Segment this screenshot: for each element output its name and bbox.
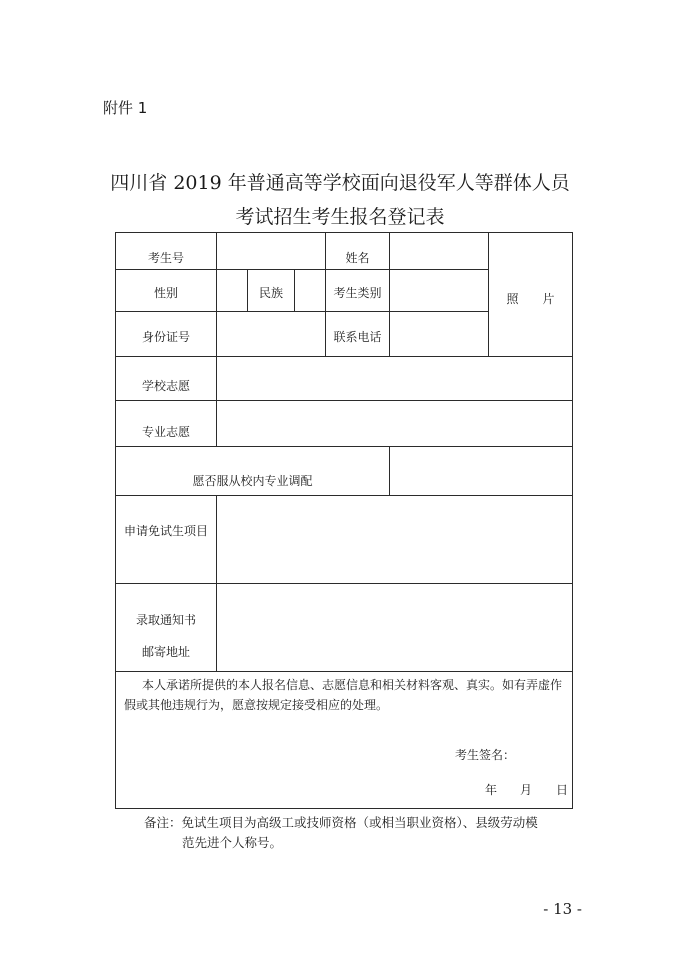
photo-area: 照 片: [506, 292, 555, 306]
declaration-line1: 本人承诺所提供的本人报名信息、志愿信息和相关材料客观、真实。如有弄虚作: [142, 678, 563, 692]
label-id-number: 身份证号: [141, 330, 190, 344]
label-accept-adjustment: 愿否服从校内专业调配: [192, 474, 313, 488]
name-field[interactable]: [390, 233, 488, 269]
label-major-preference: 专业志愿: [141, 425, 190, 439]
exam-number-field[interactable]: [217, 233, 325, 269]
note-line2: 范先进个人称号。: [182, 835, 283, 850]
form-title-line2: 考试招生考生报名登记表: [235, 206, 445, 228]
label-ethnicity: 民族: [258, 286, 283, 300]
table-border-right: [572, 232, 573, 809]
note-line1: 备注：免试生项目为高级工或技师资格（或相当职业资格）、县级劳动模: [144, 815, 538, 830]
major-preference-field[interactable]: [217, 401, 572, 446]
accept-adjustment-field[interactable]: [390, 447, 572, 495]
signature-label: 考生签名：: [455, 748, 516, 762]
table-border-left: [115, 232, 116, 809]
label-phone: 联系电话: [333, 330, 382, 344]
date-year-label: 年: [485, 783, 498, 797]
signature-field[interactable]: [520, 740, 568, 762]
label-school-preference: 学校志愿: [141, 379, 190, 393]
school-preference-field[interactable]: [217, 357, 572, 400]
date-month-label: 月: [520, 783, 533, 797]
label-name: 姓名: [345, 251, 370, 265]
form-title-line1: 四川省 2019 年普通高等学校面向退役军人等群体人员: [110, 172, 570, 194]
exemption-items-field[interactable]: [217, 496, 572, 583]
label-notice-address-line2: 邮寄地址: [141, 645, 190, 659]
table-border-bottom: [115, 808, 573, 809]
declaration-line2: 假或其他违规行为，愿意按规定接受相应的处理。: [124, 698, 389, 712]
ethnicity-field[interactable]: [295, 270, 325, 311]
attachment-label: 附件 1: [103, 99, 148, 117]
table-border-top: [115, 232, 573, 233]
phone-field[interactable]: [390, 312, 488, 356]
label-exemption-items: 申请免试生项目: [123, 524, 208, 538]
label-candidate-category: 考生类别: [333, 286, 382, 300]
label-gender: 性别: [153, 286, 178, 300]
date-day-label: 日: [556, 783, 569, 797]
label-exam-number: 考生号: [147, 251, 184, 265]
id-number-field[interactable]: [217, 312, 325, 356]
page-number: - 13 -: [543, 900, 582, 918]
gender-field[interactable]: [217, 270, 247, 311]
notice-address-field[interactable]: [217, 584, 572, 671]
row-rule: [115, 671, 573, 672]
candidate-category-field[interactable]: [390, 270, 488, 311]
label-notice-address-line1: 录取通知书: [135, 613, 196, 627]
